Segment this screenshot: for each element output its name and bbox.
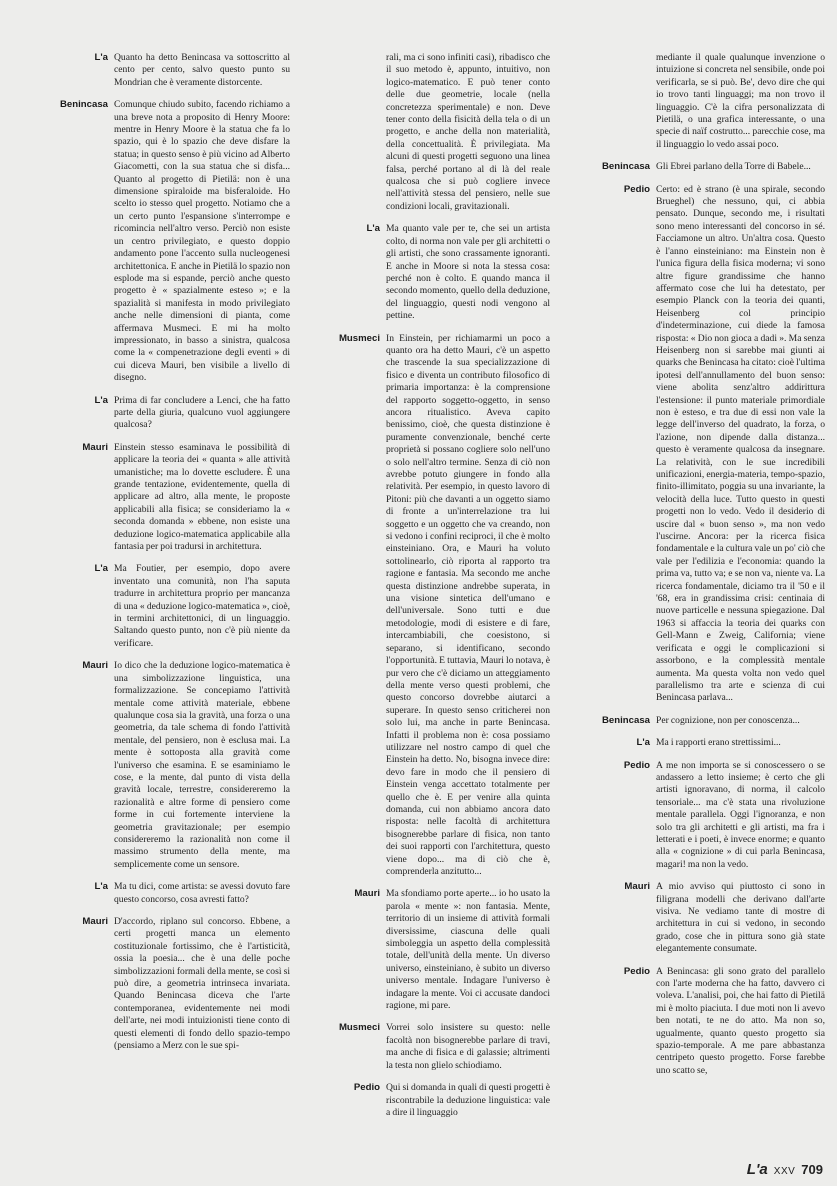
speech-text: Qui si domanda in quali di questi progetti è riscontrabile la deduzione linguistica: vale a dire il linguaggio bbox=[386, 1082, 550, 1118]
speaker-name: L'a bbox=[94, 394, 108, 406]
speech-text: Gli Ebrei parlano della Torre di Babele... bbox=[656, 161, 811, 173]
text-column-2 bbox=[318, 52, 550, 1129]
dialogue-entry bbox=[590, 966, 825, 1078]
volume-number: XXV bbox=[773, 1166, 796, 1177]
speaker-name: Pedio bbox=[353, 1082, 380, 1094]
speech-text: A Benincasa: gli sono grato del parallelo con l'arte moderna che ha fatto, davvero ci voleva. L'analisi, poi, che hai fatto di Pietilä mi è molto piaciuta. I due moti non li avevo ben notati, te ne do atto. Ma non so, ugualmente, quanto questo progetto sia spazio-temporale. A me pare abbastanza centripeto questo progetto. Forse farebbe uno scatto se, bbox=[656, 965, 825, 1076]
speaker-name: L'a bbox=[636, 737, 650, 749]
dialogue-entry bbox=[50, 395, 290, 432]
speech-text: Ma sfondiamo porte aperte... io ho usato la parola « mente »: non fantasia. Mente, territorio di un insieme di attività formali diversissime, ciascuna delle quali simboleggia un aspetto della complessità totale, dell'unità della mente. Un diverso universo, einsteiniano, è subito un diverso universo mentale. Indagare l'universo è indagare la mente. Voi ci accusate dandoci ragione, mi pare. bbox=[386, 888, 550, 1012]
dialogue-entry bbox=[590, 52, 825, 151]
dialogue-entry bbox=[590, 715, 825, 727]
speech-text: Per cognizione, non per conoscenza... bbox=[656, 714, 800, 726]
dialogue-entry bbox=[50, 442, 290, 554]
dialogue-entry bbox=[50, 52, 290, 89]
dialogue-entry bbox=[590, 737, 825, 749]
speech-text: Ma Foutier, per esempio, dopo avere inventato una comunità, non l'ha saputa tradurre in architettura proprio per mancanza di una « deduzione logico-matematica », cioè, in termini architettonici, di un linguaggio. Saltando questo punto, non c'è più niente da verificare. bbox=[114, 563, 290, 649]
speech-text: Vorrei solo insistere su questo: nelle facoltà non bisognerebbe parlare di travi, ma anche di fisica e di galassie; altrimenti la testa non glielo schiodiamo. bbox=[386, 1022, 550, 1071]
speech-text: Ma tu dici, come artista: se avessi dovuto fare questo concorso, cosa avresti fatto? bbox=[114, 881, 290, 905]
speech-text: Certo: ed è strano (è una spirale, secondo Brueghel) che nessuno, qui, ci abbia pensato. Dunque, secondo me, i risultati sono meno interessanti del concorso in sé. Facciamone un altro. Un'altra cosa. Questo è l'anno einsteiniano: ma Einstein non è l'unica figura della fisica moderna; vi sono altre figure grandissime che hanno affermato cose che lui ha detestato, per esempio Planck con la teoria dei quanti, Heisenberg col principio d'indeterminazione, cui diede la famosa risposta: « Dio non gioca a dadi ». Ma senza Heisenberg non si sarebbe mai giunti ai quarks che Benincasa ha citato: cioè l'ultima ipotesi dell'annullamento del buon senso: viene abolita senz'altro addirittura l'estensione: il punto materiale primordiale non è esteso, e tra due di essi non vale la legge dell'inverso del quadrato, la forza, o l'azione, non dipende dalla distanza... questo è veramente qualcosa da insegnare. La relatività, con le sue incredibili unificazioni, energia-materia, tempo-spazio, finito-illimitato, poggia su una invariante, la velocità della luce. Tutto questo in questi progetti non lo vedo. Vedo il desiderio di uscire dal « buon senso », ma non vedo l'uscirne. Ancora: per la ricerca fisica fondamentale e la cultura vale un po' ciò che vale per l'edilizia e l'economia: quando la prima va, tutto va; e se non va, niente va. La ricerca fondamentale, diciamo tra il '50 e il '68, era in grandissima crisi: centinaia di nuove particelle e nessuna spiegazione. Dal 1963 si affaccia la teoria dei quarks con Gell-Mann e Zweig, California; viene verificata e oggi le complicazioni si assorbono, e la complessità mentale aumenta. Ma questa volta non vedo quel parallelismo tra arte e scienza di cui Benincasa parlava... bbox=[656, 183, 825, 704]
speaker-name: Mauri bbox=[82, 916, 108, 927]
speaker-name bbox=[318, 52, 386, 213]
speaker-name: Pedio bbox=[623, 183, 650, 195]
text-column-3 bbox=[590, 52, 825, 1087]
dialogue-entry bbox=[318, 52, 550, 213]
speech-text: Ma i rapporti erano strettissimi... bbox=[656, 737, 781, 749]
speaker-name: Benincasa bbox=[60, 99, 108, 111]
dialogue-entry bbox=[318, 223, 550, 322]
speech-text: mediante il quale qualunque invenzione o intuizione si concreta nel sensibile, onde poi verificarla, se si può. Be', devo dire che qui io trovo tanti linguaggi; ma non trovo il linguaggio. C'è la cifra personalizzata di Pietilä, o una grafica interessante, o una specie di naïf costrutto... parecchie cose, ma il linguaggio lo vedo assai poco. bbox=[656, 52, 825, 150]
speech-text: Ma quanto vale per te, che sei un artista colto, di norma non vale per gli architetti o gli artisti, che sono crassamente ignoranti. E anche in Moore si nota la stessa cosa: perché non è colto. E quando manca il secondo momento, quello della deduzione, del linguaggio, questi nodi vengono al pettine. bbox=[386, 223, 550, 322]
speech-text: A me non importa se si conoscessero o se andassero a letto insieme; è certo che gli artisti ignoravano, di norma, il calcolo tensoriale... ma c'è stata una rivoluzione mentale parallela. Oggi l'ignoranza, e non solo tra gli architetti e gli artisti, ma fra i letterati e i poeti, è invece enorme; e quanto alla « cognizione » di cui parla Benincasa, magari! ma non la vedo. bbox=[656, 759, 825, 870]
speech-text: D'accordo, riplano sul concorso. Ebbene, a certi progetti manca un elemento costituzionale fortissimo, che è l'artisticità, ossia la poesia... che è una delle poche simbolizzazioni formali della mente, se così si può dire, a geometria intrinseca invariata. Quando Benincasa diceva che l'arte contemporanea, evidentemente nei modi dell'arte, nei modi intuizionisti tiene conto di questi elementi di fondo dello spazio-tempo (pensiamo a Merz con le sue spi- bbox=[114, 916, 290, 1052]
dialogue-entry bbox=[50, 99, 290, 384]
speaker-name: L'a bbox=[94, 881, 108, 893]
speech-text: Einstein stesso esaminava le possibilità di applicare la teoria dei « quanta » alle attività umanistiche; ma lo dovette escludere. È una grande tentazione, evidentemente, quella di applicare ad altro, alla mente, le proposte applicabili alla fisica; se consideriamo la « seconda domanda » ebbene, non esiste una deduzione logico-matematica applicabile alla fantasia per poi tradursi in architettura. bbox=[114, 441, 290, 553]
dialogue-entry bbox=[50, 916, 290, 1052]
dialogue-entry bbox=[50, 563, 290, 650]
page-number: 709 bbox=[801, 1162, 823, 1177]
speaker-name: Benincasa bbox=[602, 161, 650, 173]
speech-text: Io dico che la deduzione logico-matematica è una simbolizzazione linguistica, una formalizzazione. Se concepiamo l'attività mentale come attività materiale, ebbene qualunque cosa sia la gravità, una forza o una geometria, da tale schema di fondo l'attività mentale, del pensiero, non è esclusa mai. La mente è sottoposta alla gravità come l'universo che esamina. E se esaminiamo le cose, e la mente, dal punto di vista della gravità locale, terrestre, considereremo la razionalità e altre forme di pensiero come forme in cui fortemente interviene la geometria gravitazionale; per esempio considereremo la razionalità non come il massimo strumento della mente, ma semplicemente come un sensore. bbox=[114, 660, 290, 870]
speech-text: A mio avviso qui piuttosto ci sono in filigrana modelli che derivano dall'arte visiva. Ne vediamo tante di mostre di architettura in cui si vedono, in secondo grado, cose che in pittura sono già state elegantemente consumate. bbox=[656, 881, 825, 955]
speaker-name: Benincasa bbox=[602, 714, 650, 726]
speaker-name: Mauri bbox=[354, 888, 380, 900]
speaker-name: Musmeci bbox=[338, 332, 380, 344]
dialogue-entry bbox=[318, 333, 550, 879]
speaker-name: Mauri bbox=[82, 660, 108, 672]
speaker-name: Pedio bbox=[623, 759, 650, 771]
dialogue-entry bbox=[318, 888, 550, 1012]
speech-text: In Einstein, per richiamarmi un poco a quanto ora ha detto Mauri, c'è un aspetto che trascende la sua specializzazione di fisico e diventa un contributo filosofico di primaria importanza: è la comprensione del rapporto soggetto-oggetto, in senso ancora ritualistico. Aveva capito benissimo, cioè, che questa distinzione è puramente convenzionale, benché certe proprietà si possano cogliere solo nell'uno o solo nell'altro termine. Senza di ciò non avrebbe potuto giungere in fondo alla relatività. Per esempio, in questo lavoro di Pitoni: più che davanti a un oggetto siamo di fronte a un'interrelazione tra lui soggetto e un oggetto che va creando, non si vedono i confini reciproci, il che è molto einsteiniano. Ora, e Mauri ha voluto sottolinearlo, ciò riporta al rapporto tra ragione e fantasia. Ma secondo me anche questa distinzione andrebbe superata, in una visione sintetica dell'umano e dell'universale. Sono tutti e due metodologie, modi di esistere e di fare, intercambiabili, che coesistono, si separano, si identificano, secondo l'opportunità. E tuttavia, Mauri lo notava, è pur vero che c'è diciamo un atteggiamento della mente verso questi problemi, che questo concorso dovrebbe aiutarci a superare. In questo senso criticherei non solo lui, ma anche in parte Benincasa. Infatti il problema non è: cosa possiamo utilizzare nel nostro campo di quel che Einstein ha detto. No, bisogna invece dire: devo fare in modo che il pensiero di Einstein venga accettato totalmente per quello che è. E per venire alla quinta domanda, cui non abbiamo ancora dato risposta: nelle facoltà di architettura bisognerebbe parlare di fisica, non tanto dei suoi rapporti con l'architettura, questo viene dopo... ma di ciò che è, comprenderla anzitutto... bbox=[386, 332, 550, 877]
dialogue-entry bbox=[590, 184, 825, 705]
speech-text: Comunque chiudo subito, facendo richiamo a una breve nota a proposito di Henry Moore: mentre in Henry Moore è la statua che fa lo spazio, qui è lo spazio che deve disfare la statua; in questo senso è più vicino ad Alberto Giacometti, con la sua statua che si disfa... Quanto al progetto di Pietilä: non è una dimensione spiraloide ma bisferaloide. Ho scelto io stesso quel progetto. Notiamo che a un certo punto l'espansione s'interrompe e ricomincia nell'altro verso. Perciò non esiste un centro privilegiato, e questo doppio andamento pone l'accento sulla nucleogenesi architettonica. E anche in Pietilä lo spazio non esplode ma si espande, perciò anche questo progetto è « spazialmente esteso »; e la spazialità si manifesta in modo privilegiato anche nelle dimensioni di pianta, come affermava Musmeci. E mi ha molto impressionato, in basso a sinistra, qualcosa come la « compenetrazione degli eventi » di cui diceva Mauri, ben visibile a livello di disegno. bbox=[114, 99, 290, 384]
magazine-name: L'a bbox=[746, 1161, 768, 1178]
dialogue-entry bbox=[50, 881, 290, 906]
speech-text: Quanto ha detto Benincasa va sottoscritto al cento per cento, salvo questo punto su Mondrian che è veramente distorcente. bbox=[114, 52, 290, 88]
dialogue-entry bbox=[318, 1082, 550, 1119]
speaker-name bbox=[590, 52, 656, 151]
speaker-name: Pedio bbox=[623, 965, 650, 977]
dialogue-entry bbox=[50, 660, 290, 871]
speaker-name: Mauri bbox=[624, 881, 650, 893]
speaker-name: Mauri bbox=[82, 441, 108, 453]
text-column-1 bbox=[50, 52, 290, 1062]
page-folio bbox=[747, 1161, 823, 1178]
dialogue-entry bbox=[590, 161, 825, 173]
speech-text: rali, ma ci sono infiniti casi), ribadisco che il suo metodo è, appunto, intuitivo, non logico-matematico. E può tener conto delle due geometrie, locale (nella concretezza sperimentale) e non. Deve tener conto della fisicità della tela o di un progetto, e anche della non materialità, della concettualità. È privilegiata. Ma alcuni di questi progetti seguono una linea falsa, perché portano al di là del reale qualcosa che si può cogliere invece nell'attività stessa del pensiero, nelle sue condizioni locali, gravitazionali. bbox=[386, 52, 550, 212]
speaker-name: L'a bbox=[366, 223, 380, 235]
speaker-name: L'a bbox=[94, 563, 108, 575]
speaker-name: Musmeci bbox=[338, 1022, 380, 1034]
dialogue-entry bbox=[590, 760, 825, 872]
dialogue-entry bbox=[590, 881, 825, 955]
speech-text: Prima di far concludere a Lenci, che ha fatto parte della giuria, qualcuno vuol aggiungere qualcosa? bbox=[114, 394, 290, 431]
speaker-name: L'a bbox=[94, 52, 108, 63]
dialogue-entry bbox=[318, 1022, 550, 1072]
